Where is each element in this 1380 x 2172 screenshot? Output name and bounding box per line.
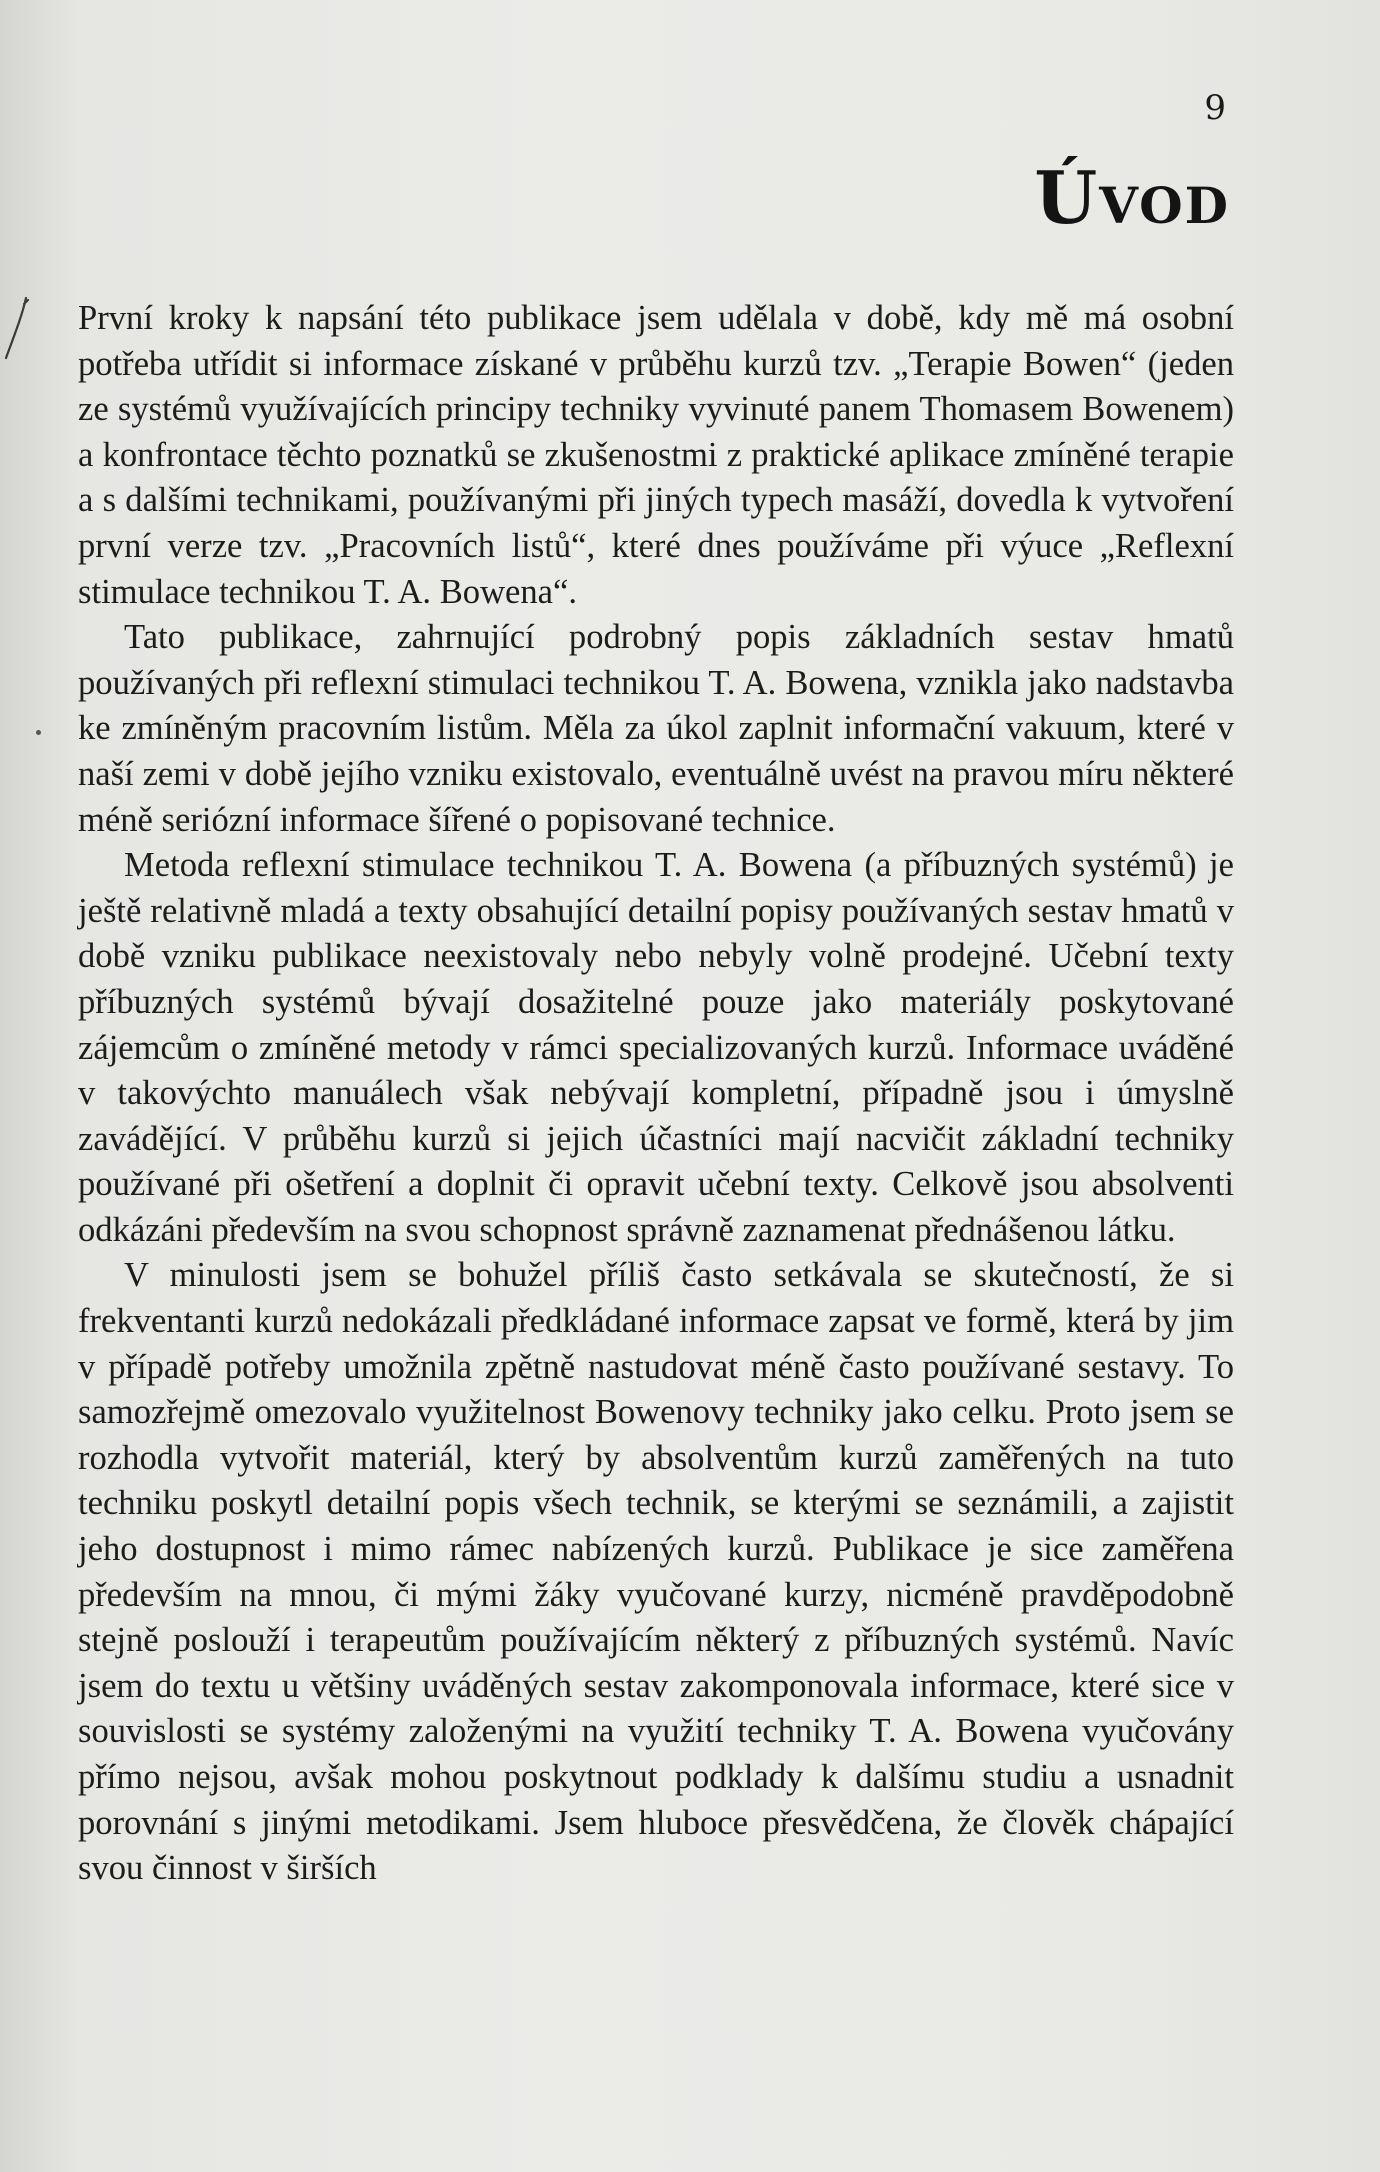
- paragraph: V minulosti jsem se bohužel příliš často setkávala se skutečností, že si frekventanti kurzů nedokázali předkládané informace zapsat ve formě, která by jim v případě potřeby umožnila zpětně nastudovat méně často používané sestavy. To samozřejmě omezovalo využitelnost Bowenovy techniky jako celku. Proto jsem se rozhodla vytvořit materiál, který by absolventům kurzů zaměřených na tuto techniku poskytl detailní popis všech technik, se kterými se seznámili, a zajistit jeho dostupnost i mimo rámec nabízených kurzů. Publikace je sice zaměřena především na mnou, či mými žáky vyučované kurzy, nicméně pravděpodobně stejně poslouží i terapeutům používajícím některý z příbuzných systémů. Navíc jsem do textu u většiny uváděných sestav zakomponovala informace, které sice v souvislosti se systémy založenými na využití techniky T. A. Bowena vyučovány přímo nejsou, avšak mohou poskytnout podklady k dalšímu studiu a usnadnit porovnání s jinými metodikami. Jsem hluboce přesvědčena, že člověk chápající svou činnost v širších: [78, 1256, 1234, 1888]
- page-number: 9: [1204, 88, 1226, 128]
- paragraph: Metoda reflexní stimulace technikou T. A. Bowena (a příbuzných systémů) je ještě relativně mladá a texty obsahující detailní popisy používaných sestav hmatů v době vzniku publikace neexistovaly nebo nebyly volně prodejné. Učební texty příbuzných systémů bývají dosažitelné pouze jako materiály poskytované zájemcům o zmíněné metody v rámci specializovaných kurzů. Informace uváděné v takovýchto manuálech však nebývají kompletní, případně jsou i úmyslně zavádějící. V průběhu kurzů si jejich účastníci mají nacvičit základní techniky používané při ošetření a doplnit či opravit učební texty. Celkově jsou absolventi odkázáni především na svou schopnost správně zaznamenat přednášenou látku.: [78, 846, 1234, 1249]
- chapter-title: Úvod: [1034, 155, 1230, 240]
- body-text: [78, 296, 1234, 1892]
- paragraph: Tato publikace, zahrnující podrobný popis základních sestav hmatů používaných při reflexní stimulaci technikou T. A. Bowena, vznikla jako nadstavba ke zmíněným pracovním listům. Měla za úkol zaplnit informační vakuum, které v naší zemi v době jejího vzniku existovalo, eventuálně uvést na pravou míru některé méně seriózní informace šířené o popisované technice.: [78, 618, 1234, 839]
- paragraph: První kroky k napsání této publikace jsem udělala v době, kdy mě má osobní potřeba utřídit si informace získané v průběhu kurzů tzv. „Terapie Bowen“ (jeden ze systémů využívajících principy techniky vyvinuté panem Thomasem Bowenem) a konfrontace těchto poznatků se zkušenostmi z praktické aplikace zmíněné terapie a s dalšími technikami, používanými při jiných typech masáží, dovedla k vytvoření první verze tzv. „Pracovních listů“, které dnes používáme při výuce „Reflexní stimulace technikou T. A. Bowena“.: [78, 299, 1234, 611]
- margin-dot: [36, 730, 41, 735]
- pencil-mark-icon: [0, 296, 34, 386]
